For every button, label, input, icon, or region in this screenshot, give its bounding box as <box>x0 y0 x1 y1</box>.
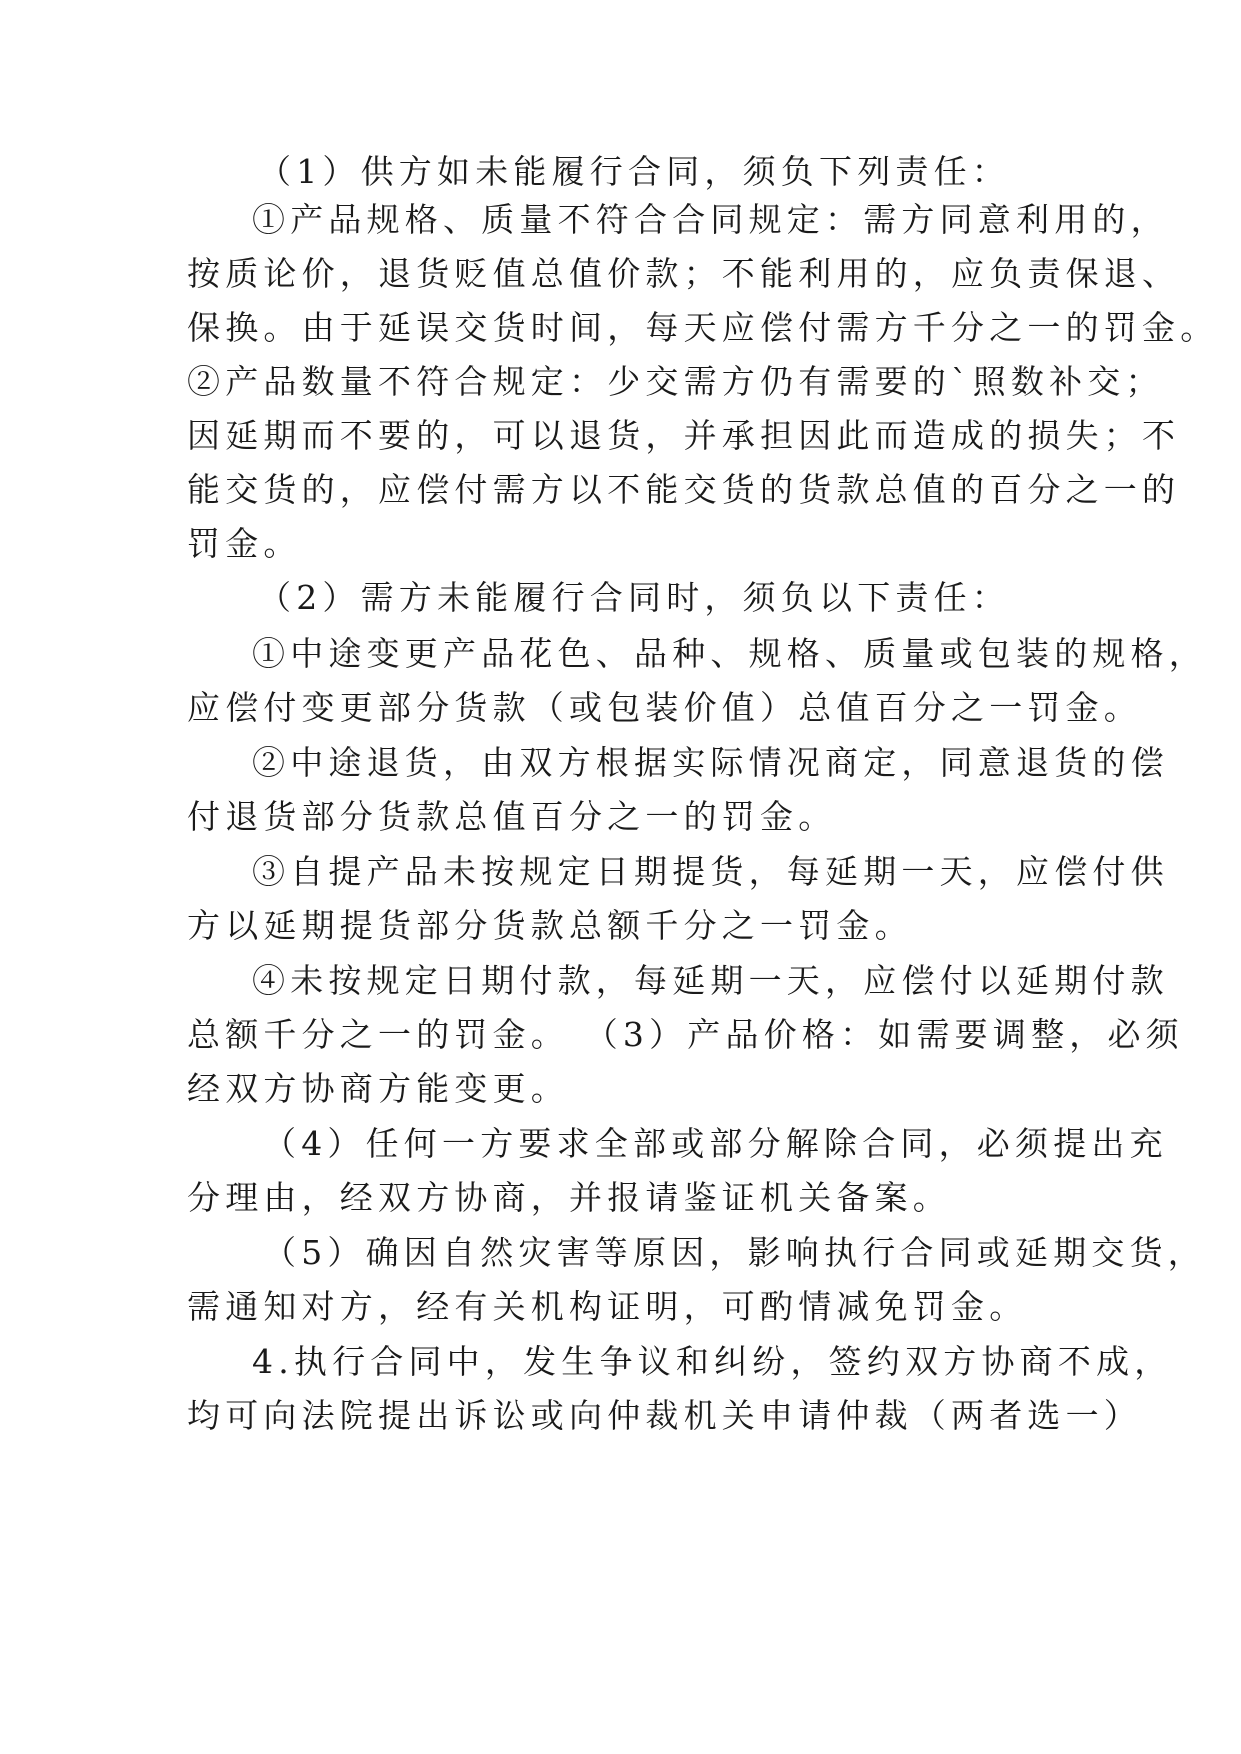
text-line: 付退货部分货款总值百分之一的罚金。 <box>187 797 837 836</box>
text-line: 应偿付变更部分货款（或包装价值）总值百分之一罚金。 <box>187 688 1142 727</box>
text-line: 因延期而不要的，可以退货，并承担因此而造成的损失；不 <box>187 416 1181 455</box>
text-line: 需通知对方，经有关机构证明，可酌情减免罚金。 <box>187 1287 1028 1326</box>
text-line: 方以延期提货部分货款总额千分之一罚金。 <box>187 906 913 945</box>
text-line: ①产品规格、质量不符合合同规定：需方同意利用的， <box>252 200 1169 239</box>
text-line: 按质论价，退货贬值总值价款；不能利用的，应负责保退、 <box>187 254 1181 293</box>
text-line: 罚金。 <box>187 524 302 563</box>
text-line: ①中途变更产品花色、品种、规格、质量或包装的规格， <box>252 634 1207 673</box>
text-line: 总额千分之一的罚金。 （3）产品价格：如需要调整，必须 <box>187 1015 1184 1054</box>
text-line: （5）确因自然灾害等原因，影响执行合同或延期交货， <box>263 1233 1206 1272</box>
text-line: （4）任何一方要求全部或部分解除合同，必须提出充 <box>263 1124 1168 1163</box>
text-line: 4.执行合同中，发生争议和纠纷，签约双方协商不成， <box>252 1342 1173 1381</box>
text-line: （2）需方未能履行合同时，须负以下责任： <box>258 578 1010 617</box>
text-line: ②中途退货，由双方根据实际情况商定，同意退货的偿 <box>252 743 1169 782</box>
text-line: 分理由，经双方协商，并报请鉴证机关备案。 <box>187 1178 951 1217</box>
text-line: ③自提产品未按规定日期提货，每延期一天，应偿付供 <box>252 852 1169 891</box>
text-line: 保换。由于延误交货时间，每天应偿付需方千分之一的罚金。 <box>187 308 1219 347</box>
text-line: 经双方协商方能变更。 <box>187 1069 569 1108</box>
text-line: （1）供方如未能履行合同，须负下列责任： <box>258 152 1010 191</box>
text-line: ④未按规定日期付款，每延期一天，应偿付以延期付款 <box>252 961 1169 1000</box>
text-line: ②产品数量不符合规定：少交需方仍有需要的`照数补交； <box>187 362 1164 401</box>
text-line: 能交货的，应偿付需方以不能交货的货款总值的百分之一的 <box>187 470 1181 509</box>
text-line: 均可向法院提出诉讼或向仲裁机关申请仲裁（两者选一） <box>187 1396 1142 1435</box>
